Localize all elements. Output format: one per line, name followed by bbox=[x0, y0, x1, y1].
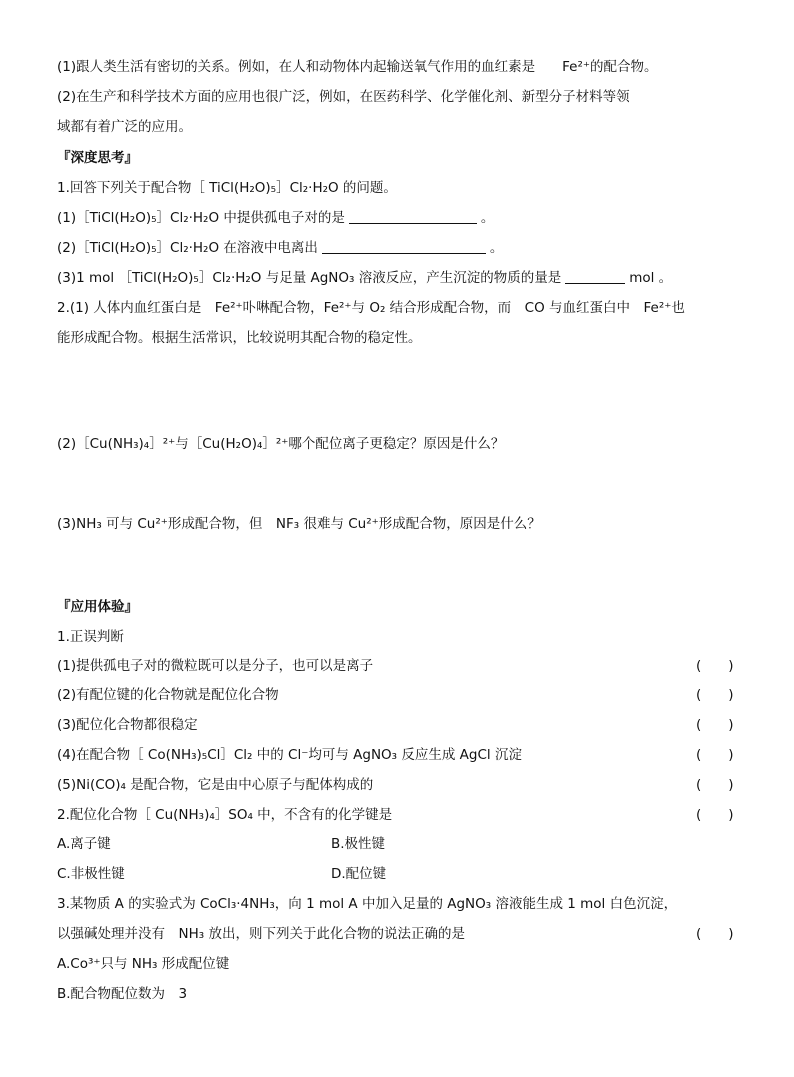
answer-paren-q3[interactable]: ( ) bbox=[696, 926, 734, 942]
judge-item-4: (4)在配合物［ Co(NH₃)₅Cl］Cl₂ 中的 Cl⁻均可与 AgNO₃ 反应生成 AgCl 沉淀 bbox=[57, 747, 522, 763]
question-1-2 bbox=[57, 238, 503, 258]
q3-option-b[interactable]: B.配合物配位数为 3 bbox=[57, 986, 188, 1002]
intro-line-2: (2)在生产和科学技术方面的应用也很广泛，例如，在医药科学、化学催化剂、新型分子材料等领 bbox=[57, 89, 630, 105]
option-d[interactable]: D.配位键 bbox=[331, 866, 387, 882]
question-2-3: (3)NH₃ 可与 Cu²⁺形成配合物，但 NF₃ 很难与 Cu²⁺形成配合物，原因是什么？ bbox=[57, 516, 541, 532]
option-b[interactable]: B.极性键 bbox=[331, 836, 386, 852]
section-heading-deep-thinking: 『深度思考』 bbox=[57, 150, 138, 166]
answer-paren-1[interactable]: ( ) bbox=[696, 658, 734, 674]
answer-blank-1-1[interactable] bbox=[349, 209, 477, 224]
question-1: 1.回答下列关于配合物［ TiCl(H₂O)₅］Cl₂·H₂O 的问题。 bbox=[57, 180, 397, 196]
question-1-2-end: 。 bbox=[489, 240, 504, 256]
judge-item-2: (2)有配位键的化合物就是配位化合物 bbox=[57, 687, 279, 703]
question-1-3-end: mol 。 bbox=[629, 270, 673, 286]
question-2: 2.配位化合物［ Cu(NH₃)₄］SO₄ 中，不含有的化学键是 bbox=[57, 807, 393, 823]
question-2-1-line-a: 2.(1) 人体内血红蛋白是 Fe²⁺卟啉配合物，Fe²⁺与 O₂ 结合形成配合物，而 CO 与血红蛋白中 Fe²⁺也 bbox=[57, 300, 685, 316]
question-3-line-b: 以强碱处理并没有 NH₃ 放出，则下列关于此化合物的说法正确的是 bbox=[57, 926, 465, 942]
intro-line-3: 域都有着广泛的应用。 bbox=[57, 119, 192, 135]
answer-paren-5[interactable]: ( ) bbox=[696, 777, 734, 793]
question-1-2-text: (2)［TiCl(H₂O)₅］Cl₂·H₂O 在溶液中电离出 bbox=[57, 240, 318, 256]
answer-paren-4[interactable]: ( ) bbox=[696, 747, 734, 763]
answer-paren-3[interactable]: ( ) bbox=[696, 717, 734, 733]
judge-item-1: (1)提供孤电子对的微粒既可以是分子，也可以是离子 bbox=[57, 658, 374, 674]
option-row-ab bbox=[57, 834, 111, 854]
question-1-3 bbox=[57, 268, 672, 288]
judge-item-3: (3)配位化合物都很稳定 bbox=[57, 717, 198, 733]
answer-paren-q2[interactable]: ( ) bbox=[696, 807, 734, 823]
option-a[interactable]: A.离子键 bbox=[57, 836, 111, 852]
question-1-1-text: (1)［TiCl(H₂O)₅］Cl₂·H₂O 中提供孤电子对的是 bbox=[57, 210, 345, 226]
judge-item-5: (5)Ni(CO)₄ 是配合物，它是由中心原子与配体构成的 bbox=[57, 777, 374, 793]
question-1-1 bbox=[57, 208, 494, 228]
intro-line-1: (1)跟人类生活有密切的关系。例如，在人和动物体内起输送氧气作用的血红素是 Fe²⁺的配合物。 bbox=[57, 59, 658, 75]
question-2-2: (2)［Cu(NH₃)₄］²⁺与［Cu(H₂O)₄］²⁺哪个配位离子更稳定？原因是什么？ bbox=[57, 436, 505, 452]
answer-blank-1-3[interactable] bbox=[565, 269, 625, 284]
answer-blank-1-2[interactable] bbox=[322, 239, 486, 254]
question-2-1-line-b: 能形成配合物。根据生活常识，比较说明其配合物的稳定性。 bbox=[57, 330, 422, 346]
application-1: 1.正误判断 bbox=[57, 629, 124, 645]
option-row-cd bbox=[57, 864, 125, 884]
question-3-line-a: 3.某物质 A 的实验式为 CoCl₃·4NH₃，向 1 mol A 中加入足量的 AgNO₃ 溶液能生成 1 mol 白色沉淀， bbox=[57, 896, 678, 912]
question-1-3-text: (3)1 mol ［TiCl(H₂O)₅］Cl₂·H₂O 与足量 AgNO₃ 溶液反应，产生沉淀的物质的量是 bbox=[57, 270, 562, 286]
question-1-1-end: 。 bbox=[480, 210, 495, 226]
q3-option-a[interactable]: A.Co³⁺只与 NH₃ 形成配位键 bbox=[57, 956, 230, 972]
answer-paren-2[interactable]: ( ) bbox=[696, 687, 734, 703]
option-c[interactable]: C.非极性键 bbox=[57, 866, 125, 882]
section-heading-application: 『应用体验』 bbox=[57, 599, 138, 615]
